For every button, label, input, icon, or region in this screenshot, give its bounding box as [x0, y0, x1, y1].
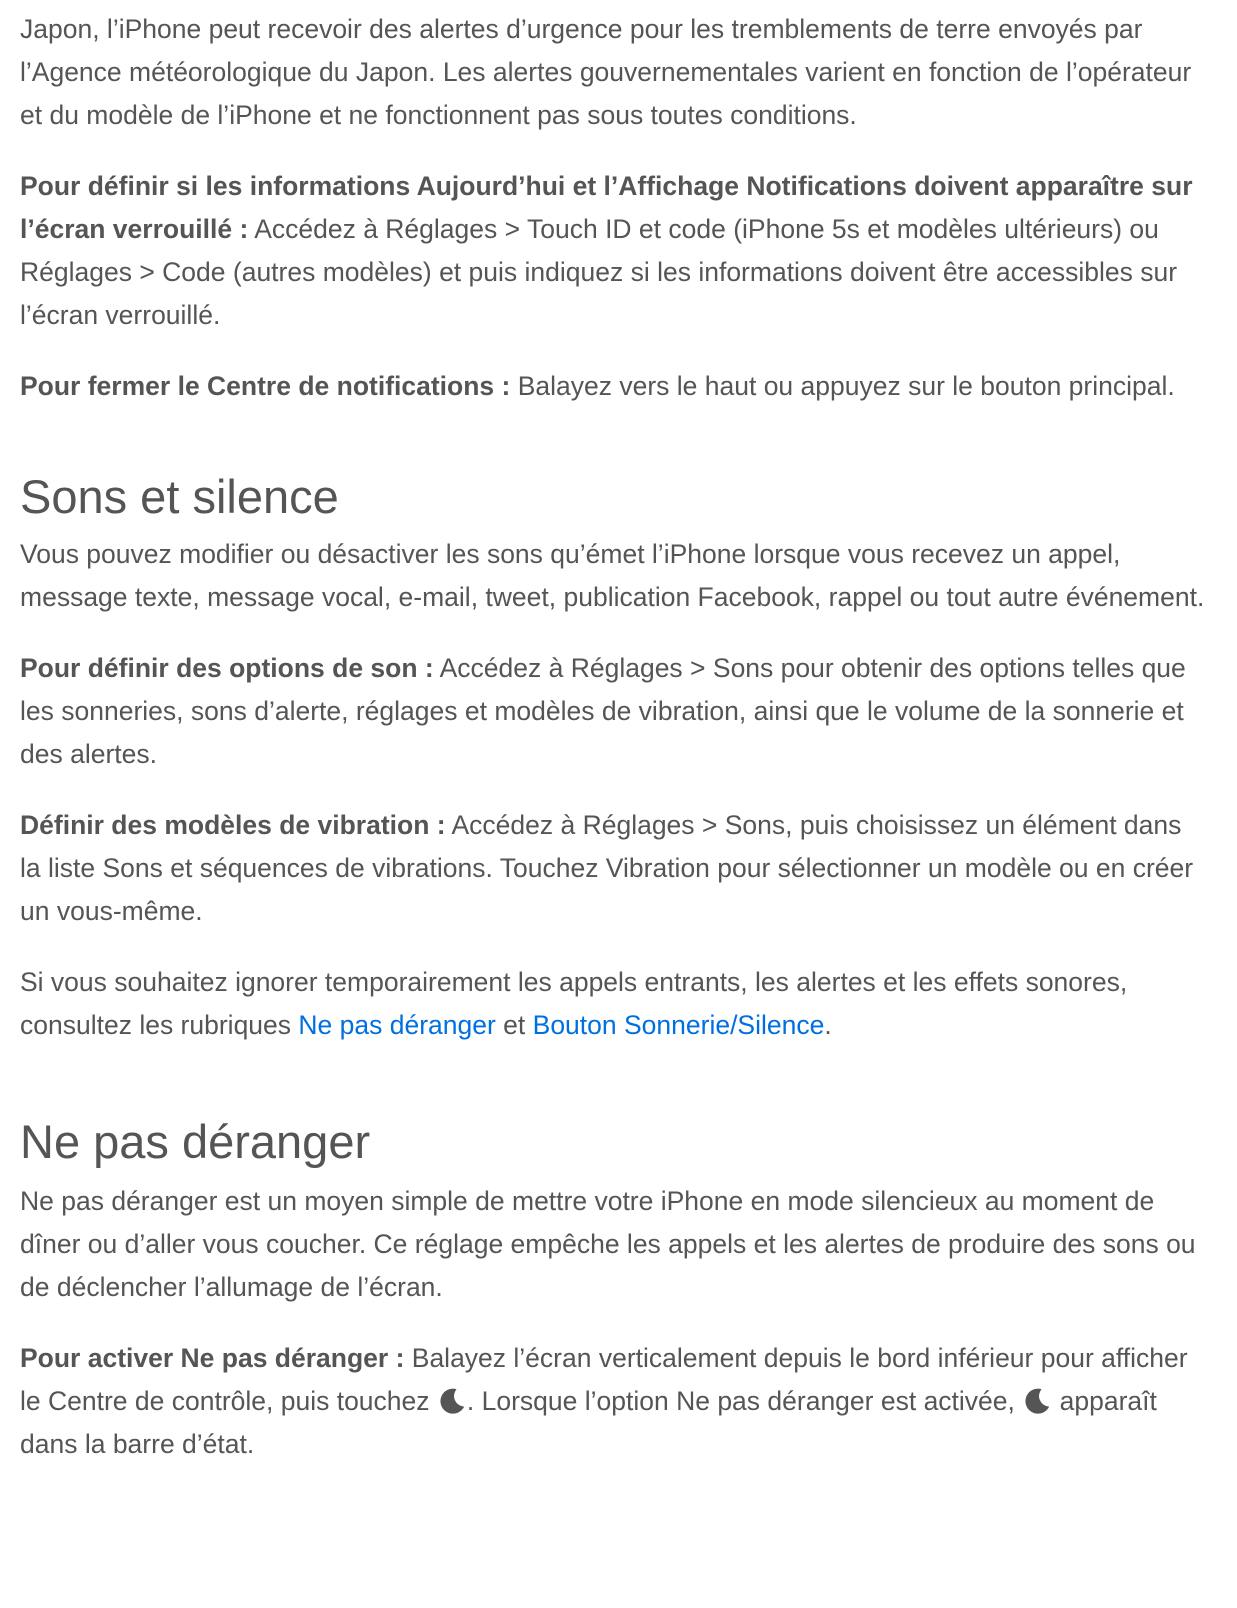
document-page	[0, 8, 1237, 1608]
paragraph-text: et	[495, 1010, 533, 1040]
paragraph-text: Ne pas déranger est un moyen simple de mettre votre iPhone en mode silencieux au moment de dîner ou d’aller vous coucher. Ce réglage empêche les appels et les alertes de produire des sons ou de déclencher l’allumage de l’écran.	[20, 1186, 1196, 1302]
paragraph-dnd-intro	[20, 1180, 1205, 1309]
section-title-sounds: Sons et silence	[20, 470, 339, 523]
paragraph-text: Accédez à Réglages > Touch ID et code (iPhone 5s et modèles ultérieurs) ou Réglages > Code (autres modèles) et puis indiquez si les informations doivent être accessibles sur l’écran verrouillé.	[20, 214, 1178, 330]
paragraph-text: Vous pouvez modifier ou désactiver les sons qu’émet l’iPhone lorsque vous recevez un appel, message texte, message vocal, e-mail, tweet, publication Facebook, rappel ou tout autre événement.	[20, 539, 1205, 612]
paragraph-emergency-alerts	[20, 8, 1205, 137]
moon-icon	[1022, 1386, 1052, 1416]
paragraph-heading: Pour définir si les informations Aujourd’hui et l’Affichage Notifications doivent apparaître sur l’écran verrouillé :	[20, 171, 1193, 244]
moon-icon	[437, 1386, 467, 1416]
paragraph-text: Balayez vers le haut ou appuyez sur le bouton principal.	[510, 371, 1175, 401]
paragraph-text: . Lorsque l’option Ne pas déranger est activée,	[466, 1386, 1023, 1416]
paragraph-text: Accédez à Réglages > Sons, puis choisissez un élément dans la liste Sons et séquences de vibrations. Touchez Vibration pour sélectionner un modèle ou en créer un vous-même.	[20, 810, 1194, 926]
paragraph-vibration-patterns	[20, 804, 1205, 933]
paragraph-sounds-intro	[20, 533, 1205, 619]
section-title-do-not-disturb: Ne pas déranger	[20, 1115, 371, 1168]
paragraph-heading: Pour activer Ne pas déranger :	[20, 1343, 405, 1373]
paragraph-text: Japon, l’iPhone peut recevoir des alertes d’urgence pour les tremblements de terre envoyés par l’Agence météorologique du Japon. Les alertes gouvernementales varient en fonction de l’opérateur et du modèle de l’iPhone et ne fonctionnent pas sous toutes conditions.	[20, 14, 1192, 130]
paragraph-heading: Pour définir des options de son :	[20, 653, 434, 683]
paragraph-close-notification-center	[20, 365, 1205, 408]
link-ring-silent-button[interactable]: Bouton Sonnerie/Silence	[532, 1010, 825, 1040]
paragraph-text: Accédez à Réglages > Sons pour obtenir des options telles que les sonneries, sons d’alerte, réglages et modèles de vibration, ainsi que le volume de la sonnerie et des alertes.	[20, 653, 1186, 769]
paragraph-text: apparaît dans la barre d’état.	[20, 1386, 1157, 1459]
paragraph-lock-screen	[20, 165, 1205, 337]
paragraph-activate-dnd	[20, 1337, 1205, 1466]
paragraph-text: .	[824, 1010, 832, 1040]
paragraph-heading: Définir des modèles de vibration :	[20, 810, 446, 840]
paragraph-sound-options	[20, 647, 1205, 776]
paragraph-heading: Pour fermer le Centre de notifications :	[20, 371, 511, 401]
paragraph-text: Balayez l’écran verticalement depuis le bord inférieur pour afficher le Centre de contrôle, puis touchez	[20, 1343, 1188, 1416]
paragraph-text: Si vous souhaitez ignorer temporairement les appels entrants, les alertes et les effets sonores, consultez les rubriques	[20, 967, 1128, 1040]
paragraph-ignore-calls	[20, 961, 1205, 1047]
link-do-not-disturb[interactable]: Ne pas déranger	[298, 1010, 496, 1040]
